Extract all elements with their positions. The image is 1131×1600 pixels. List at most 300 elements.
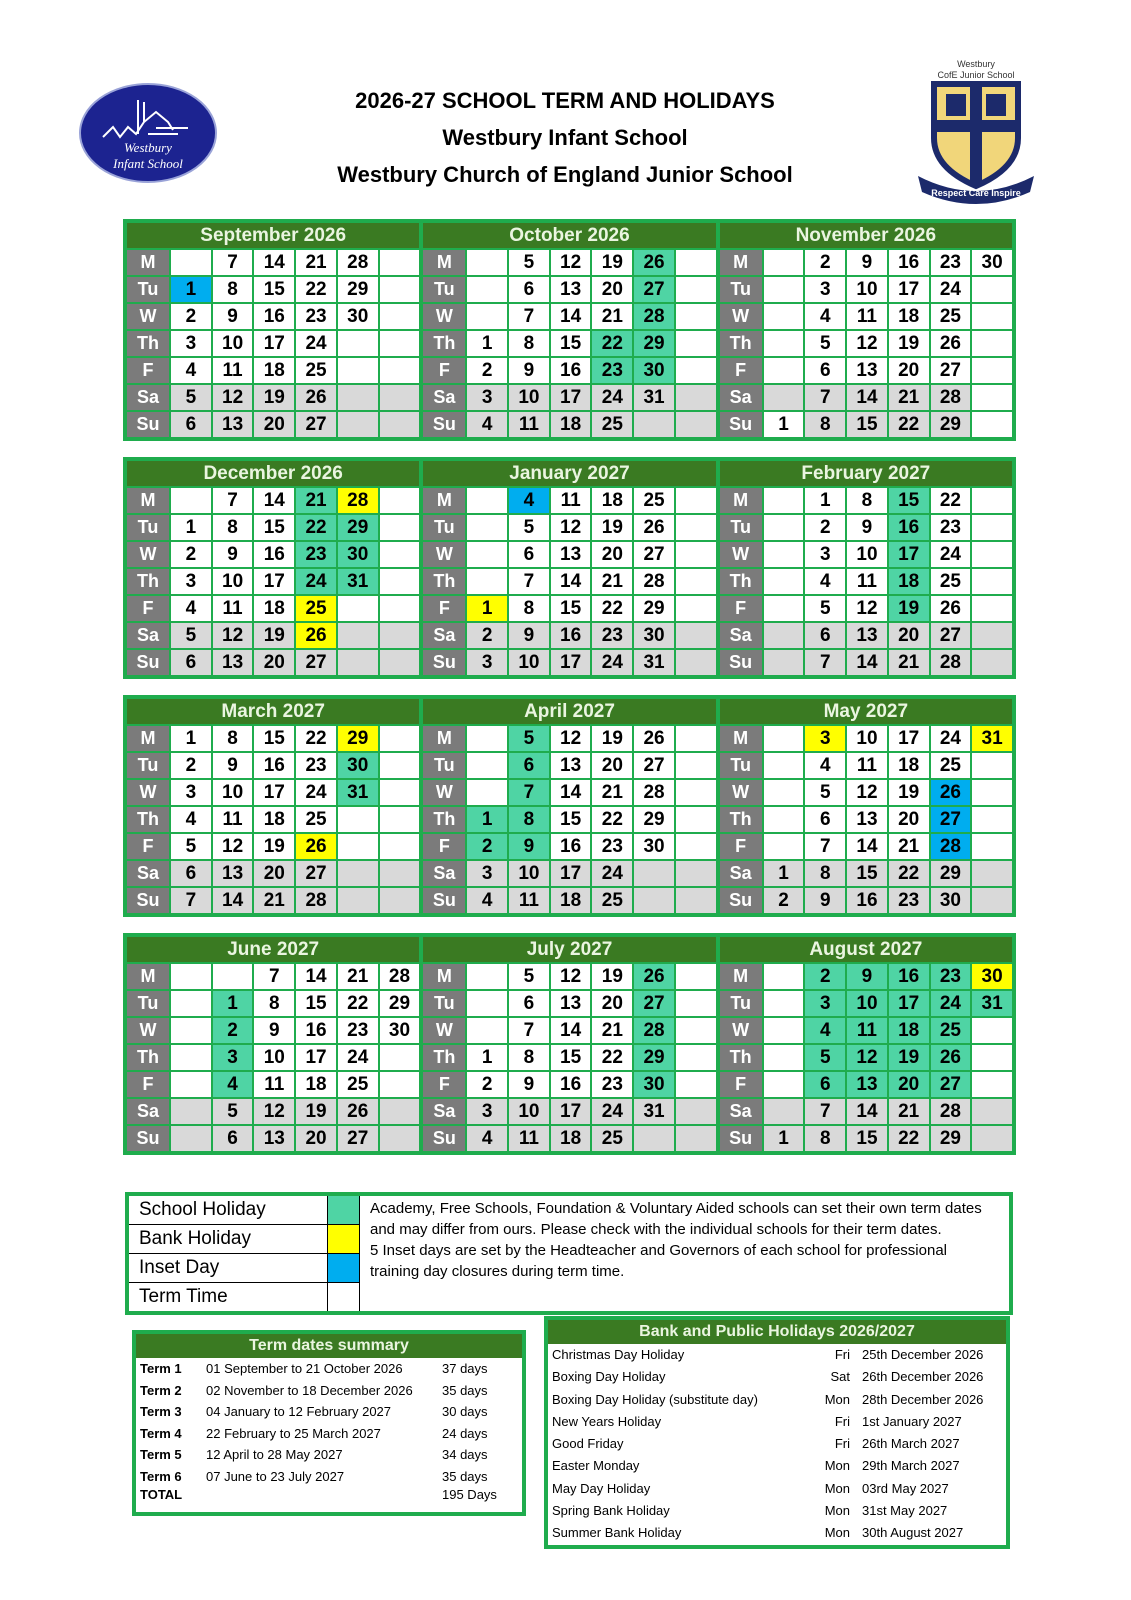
date-cell: 2 — [467, 1072, 507, 1097]
month-title: May 2027 — [720, 699, 1012, 724]
term-dates: 22 February to 25 March 2027 — [206, 1425, 381, 1441]
day-label: Su — [720, 412, 762, 437]
day-label: Th — [423, 1045, 465, 1070]
term-name: Term 5 — [140, 1447, 182, 1462]
date-cell: 1 — [467, 807, 507, 832]
date-cell: 15 — [254, 515, 294, 540]
bank-holiday-row — [548, 1433, 1006, 1455]
term-dates: 12 April to 28 May 2027 — [206, 1447, 343, 1462]
day-label: Su — [720, 1126, 762, 1151]
date-cell — [972, 650, 1012, 675]
date-cell: 22 — [592, 1045, 632, 1070]
date-cell: 21 — [889, 1099, 929, 1124]
date-cell: 16 — [254, 542, 294, 567]
term-name: Term 4 — [140, 1425, 182, 1441]
date-cell: 12 — [551, 250, 591, 275]
date-cell: 23 — [296, 542, 336, 567]
date-cell — [764, 834, 804, 859]
term-dates — [206, 1487, 442, 1503]
date-cell: 13 — [847, 807, 887, 832]
calendar-row-4 — [123, 933, 1016, 1155]
day-label: M — [720, 964, 762, 989]
date-cell: 24 — [931, 277, 971, 302]
date-cell: 28 — [931, 650, 971, 675]
date-cell: 19 — [889, 331, 929, 356]
date-cell — [467, 726, 507, 751]
date-cell: 6 — [171, 412, 211, 437]
day-label: Su — [127, 650, 169, 675]
date-cell: 26 — [931, 331, 971, 356]
day-label: F — [423, 1072, 465, 1097]
date-cell: 6 — [805, 623, 845, 648]
date-cell: 21 — [338, 964, 378, 989]
date-cell: 12 — [847, 1045, 887, 1070]
date-cell: 29 — [338, 726, 378, 751]
date-cell: 16 — [551, 834, 591, 859]
date-cell: 25 — [296, 596, 336, 621]
note-academy: Academy, Free Schools, Foundation & Voluntary Aided schools can set their own term dates and may differ from ours. Please check with the individual schools for their term dates. — [370, 1200, 982, 1238]
day-label: Su — [423, 650, 465, 675]
date-cell: 18 — [551, 412, 591, 437]
day-label: Th — [720, 569, 762, 594]
term-dates-summary — [132, 1330, 526, 1516]
date-cell: 27 — [931, 807, 971, 832]
date-cell — [972, 1018, 1012, 1043]
date-cell: 17 — [254, 331, 294, 356]
date-cell: 3 — [171, 780, 211, 805]
date-cell: 20 — [889, 1072, 929, 1097]
date-cell — [380, 807, 420, 832]
date-cell: 29 — [634, 331, 674, 356]
date-cell: 20 — [592, 991, 632, 1016]
day-label: Th — [720, 1045, 762, 1070]
date-cell — [676, 277, 716, 302]
date-cell — [676, 964, 716, 989]
date-cell: 30 — [634, 834, 674, 859]
bank-day: Mon — [824, 1391, 850, 1407]
date-cell — [764, 1099, 804, 1124]
date-cell: 26 — [296, 623, 336, 648]
date-cell: 15 — [254, 277, 294, 302]
date-cell: 20 — [296, 1126, 336, 1151]
date-cell: 29 — [931, 1126, 971, 1151]
date-cell: 6 — [509, 542, 549, 567]
bank-date: 29th March 2027 — [862, 1458, 960, 1474]
date-cell: 5 — [171, 623, 211, 648]
date-cell: 30 — [380, 1018, 420, 1043]
page-title: 2026-27 SCHOOL TERM AND HOLIDAYS — [355, 88, 775, 113]
date-cell: 24 — [296, 780, 336, 805]
day-label: Tu — [127, 991, 169, 1016]
date-cell: 13 — [213, 650, 253, 675]
date-cell — [380, 331, 420, 356]
date-cell: 12 — [213, 385, 253, 410]
date-cell: 25 — [296, 807, 336, 832]
date-cell: 10 — [847, 277, 887, 302]
date-cell — [676, 488, 716, 513]
date-cell: 5 — [805, 1045, 845, 1070]
date-cell: 12 — [847, 331, 887, 356]
date-cell: 29 — [338, 277, 378, 302]
date-cell: 24 — [296, 331, 336, 356]
month-grid — [720, 250, 1012, 437]
date-cell: 16 — [254, 304, 294, 329]
date-cell — [338, 331, 378, 356]
date-cell: 7 — [509, 304, 549, 329]
date-cell: 23 — [592, 1072, 632, 1097]
date-cell — [171, 1126, 211, 1151]
date-cell — [764, 623, 804, 648]
date-cell: 23 — [931, 250, 971, 275]
day-label: W — [720, 780, 762, 805]
day-label: Th — [423, 569, 465, 594]
westbury-infant-school-logo — [78, 82, 218, 184]
term-name: Term 1 — [140, 1361, 182, 1376]
left-logo-line2: Infant School — [113, 156, 183, 171]
date-cell: 7 — [254, 964, 294, 989]
date-cell — [171, 1045, 211, 1070]
crest-motto: Respect Care Inspire — [931, 188, 1021, 198]
date-cell: 21 — [296, 250, 336, 275]
date-cell — [380, 1099, 420, 1124]
date-cell — [676, 623, 716, 648]
date-cell: 23 — [592, 358, 632, 383]
date-cell: 19 — [254, 385, 294, 410]
month-grid — [127, 488, 419, 675]
date-cell: 27 — [634, 991, 674, 1016]
date-cell: 10 — [509, 650, 549, 675]
date-cell: 5 — [213, 1099, 253, 1124]
date-cell: 28 — [634, 1018, 674, 1043]
date-cell — [972, 623, 1012, 648]
date-cell: 3 — [467, 861, 507, 886]
date-cell: 7 — [213, 250, 253, 275]
date-cell: 24 — [592, 1099, 632, 1124]
date-cell — [380, 1045, 420, 1070]
date-cell: 21 — [254, 888, 294, 913]
month-title: July 2027 — [423, 937, 715, 962]
day-label: Th — [423, 331, 465, 356]
date-cell: 26 — [634, 726, 674, 751]
date-cell: 22 — [931, 488, 971, 513]
month-calendar — [423, 223, 715, 437]
date-cell: 6 — [805, 1072, 845, 1097]
date-cell: 2 — [171, 542, 211, 567]
date-cell: 8 — [213, 277, 253, 302]
date-cell: 4 — [467, 888, 507, 913]
date-cell: 19 — [592, 250, 632, 275]
bank-name: May Day Holiday — [552, 1480, 651, 1496]
bank-name: Boxing Day Holiday (substitute day) — [552, 1391, 758, 1407]
date-cell: 10 — [254, 1045, 294, 1070]
date-cell: 27 — [931, 623, 971, 648]
date-cell — [764, 807, 804, 832]
date-cell: 31 — [972, 726, 1012, 751]
date-cell: 30 — [634, 358, 674, 383]
term-dates: 07 June to 23 July 2027 — [206, 1468, 345, 1484]
day-label: Tu — [423, 753, 465, 778]
date-cell: 18 — [592, 488, 632, 513]
date-cell: 15 — [889, 488, 929, 513]
date-cell: 14 — [254, 488, 294, 513]
month-title: November 2026 — [720, 223, 1012, 248]
date-cell: 11 — [847, 753, 887, 778]
day-label: M — [423, 726, 465, 751]
date-cell: 9 — [254, 1018, 294, 1043]
month-title: June 2027 — [127, 937, 419, 962]
date-cell: 14 — [254, 250, 294, 275]
date-cell — [380, 358, 420, 383]
date-cell: 16 — [551, 623, 591, 648]
date-cell: 9 — [213, 542, 253, 567]
date-cell: 11 — [509, 888, 549, 913]
date-cell: 17 — [296, 1045, 336, 1070]
date-cell — [972, 1045, 1012, 1070]
month-calendar — [720, 223, 1012, 437]
date-cell: 4 — [509, 488, 549, 513]
date-cell: 21 — [592, 569, 632, 594]
bank-holiday-row — [548, 1500, 1006, 1522]
date-cell — [676, 726, 716, 751]
date-cell — [972, 385, 1012, 410]
day-label: Sa — [423, 1099, 465, 1124]
date-cell: 14 — [847, 385, 887, 410]
date-cell — [972, 304, 1012, 329]
date-cell: 12 — [551, 726, 591, 751]
month-grid — [423, 964, 715, 1151]
date-cell: 2 — [467, 358, 507, 383]
date-cell — [972, 753, 1012, 778]
date-cell: 29 — [338, 515, 378, 540]
date-cell — [676, 250, 716, 275]
date-cell — [764, 385, 804, 410]
date-cell — [380, 277, 420, 302]
date-cell: 6 — [805, 807, 845, 832]
date-cell: 15 — [847, 412, 887, 437]
bank-holiday-row — [548, 1478, 1006, 1500]
term-row — [136, 1423, 522, 1445]
date-cell — [764, 250, 804, 275]
term-name: Term 3 — [140, 1404, 182, 1419]
date-cell: 29 — [634, 1045, 674, 1070]
date-cell: 9 — [509, 358, 549, 383]
date-cell: 2 — [171, 304, 211, 329]
day-label: Tu — [720, 753, 762, 778]
term-row — [136, 1401, 522, 1423]
date-cell: 18 — [889, 304, 929, 329]
bank-holiday-row — [548, 1344, 1006, 1366]
date-cell — [764, 488, 804, 513]
date-cell: 27 — [338, 1126, 378, 1151]
date-cell: 11 — [847, 569, 887, 594]
date-cell — [380, 888, 420, 913]
month-calendar — [423, 699, 715, 913]
date-cell — [676, 650, 716, 675]
date-cell: 6 — [509, 991, 549, 1016]
date-cell: 5 — [509, 964, 549, 989]
day-label: Su — [720, 650, 762, 675]
date-cell — [764, 1018, 804, 1043]
date-cell: 22 — [338, 991, 378, 1016]
date-cell: 24 — [931, 726, 971, 751]
month-title: March 2027 — [127, 699, 419, 724]
date-cell: 16 — [889, 964, 929, 989]
date-cell: 25 — [931, 569, 971, 594]
date-cell — [380, 542, 420, 567]
date-cell: 14 — [296, 964, 336, 989]
date-cell: 1 — [213, 991, 253, 1016]
date-cell: 22 — [296, 277, 336, 302]
date-cell: 4 — [467, 412, 507, 437]
bank-date: 26th March 2027 — [862, 1436, 960, 1452]
date-cell: 6 — [509, 277, 549, 302]
date-cell: 2 — [467, 623, 507, 648]
date-cell: 24 — [592, 861, 632, 886]
day-label: Th — [127, 569, 169, 594]
date-cell: 6 — [171, 861, 211, 886]
date-cell — [972, 807, 1012, 832]
day-label: Tu — [423, 515, 465, 540]
day-label: W — [720, 542, 762, 567]
date-cell — [467, 753, 507, 778]
term-row — [136, 1444, 522, 1466]
date-cell: 31 — [634, 650, 674, 675]
date-cell: 25 — [592, 1126, 632, 1151]
date-cell — [972, 488, 1012, 513]
date-cell: 23 — [931, 964, 971, 989]
bank-name: Good Friday — [552, 1436, 624, 1452]
day-label: Sa — [423, 623, 465, 648]
date-cell — [764, 569, 804, 594]
date-cell — [338, 807, 378, 832]
day-label: Th — [720, 807, 762, 832]
date-cell: 16 — [254, 753, 294, 778]
month-grid — [423, 488, 715, 675]
date-cell: 2 — [805, 964, 845, 989]
date-cell: 12 — [847, 780, 887, 805]
term-days: 35 days — [442, 1382, 488, 1398]
date-cell: 23 — [296, 753, 336, 778]
date-cell: 7 — [805, 834, 845, 859]
date-cell — [676, 412, 716, 437]
date-cell: 16 — [889, 250, 929, 275]
legend-swatch-school-holiday — [328, 1196, 359, 1224]
term-dates: 04 January to 12 February 2027 — [206, 1404, 392, 1419]
date-cell: 22 — [296, 726, 336, 751]
date-cell: 14 — [551, 1018, 591, 1043]
bank-date: 03rd May 2027 — [862, 1480, 949, 1496]
date-cell — [764, 596, 804, 621]
day-label: F — [423, 358, 465, 383]
date-cell — [171, 1018, 211, 1043]
date-cell — [380, 488, 420, 513]
date-cell — [764, 991, 804, 1016]
day-label: Tu — [127, 277, 169, 302]
date-cell: 8 — [805, 412, 845, 437]
date-cell: 17 — [889, 726, 929, 751]
date-cell: 9 — [847, 515, 887, 540]
legend-keys — [129, 1196, 360, 1311]
date-cell — [338, 861, 378, 886]
date-cell: 3 — [805, 726, 845, 751]
date-cell: 26 — [338, 1099, 378, 1124]
date-cell: 16 — [296, 1018, 336, 1043]
day-label: F — [720, 1072, 762, 1097]
date-cell: 5 — [805, 780, 845, 805]
bank-day: Mon — [824, 1525, 850, 1541]
legend-swatch-inset-day — [328, 1254, 359, 1282]
legend-item-school-holiday — [129, 1196, 359, 1225]
term-name: Term 6 — [140, 1468, 182, 1484]
day-label: M — [127, 726, 169, 751]
date-cell: 4 — [213, 1072, 253, 1097]
date-cell: 1 — [805, 488, 845, 513]
date-cell: 28 — [931, 1099, 971, 1124]
date-cell: 23 — [889, 888, 929, 913]
date-cell: 20 — [592, 753, 632, 778]
date-cell: 8 — [509, 807, 549, 832]
date-cell: 8 — [509, 1045, 549, 1070]
day-label: Sa — [423, 861, 465, 886]
date-cell — [171, 250, 211, 275]
date-cell: 13 — [254, 1126, 294, 1151]
date-cell — [676, 569, 716, 594]
date-cell — [338, 834, 378, 859]
date-cell — [380, 250, 420, 275]
date-cell — [338, 358, 378, 383]
date-cell: 21 — [296, 488, 336, 513]
date-cell — [380, 515, 420, 540]
day-label: Th — [127, 807, 169, 832]
date-cell: 2 — [764, 888, 804, 913]
date-cell: 13 — [551, 277, 591, 302]
day-label: Sa — [127, 1099, 169, 1124]
date-cell: 6 — [509, 753, 549, 778]
date-cell: 7 — [509, 1018, 549, 1043]
date-cell — [764, 726, 804, 751]
date-cell: 19 — [889, 596, 929, 621]
date-cell: 15 — [296, 991, 336, 1016]
term-days: 34 days — [442, 1447, 488, 1462]
date-cell: 17 — [254, 569, 294, 594]
date-cell: 20 — [254, 412, 294, 437]
day-label: Sa — [720, 385, 762, 410]
term-days: 195 Days — [442, 1487, 497, 1502]
date-cell — [634, 412, 674, 437]
date-cell — [380, 780, 420, 805]
date-cell: 30 — [931, 888, 971, 913]
date-cell — [171, 964, 211, 989]
date-cell — [764, 304, 804, 329]
date-cell — [467, 542, 507, 567]
date-cell — [380, 753, 420, 778]
day-label: Su — [423, 1126, 465, 1151]
date-cell: 24 — [931, 991, 971, 1016]
date-cell — [467, 780, 507, 805]
date-cell — [676, 1045, 716, 1070]
day-label: Tu — [720, 277, 762, 302]
bank-holidays-title: Bank and Public Holidays 2026/2027 — [548, 1320, 1006, 1344]
bank-day: Mon — [824, 1458, 850, 1474]
date-cell: 9 — [509, 1072, 549, 1097]
bank-holiday-row — [548, 1455, 1006, 1477]
date-cell: 15 — [551, 1045, 591, 1070]
date-cell: 20 — [254, 861, 294, 886]
date-cell: 27 — [296, 650, 336, 675]
date-cell: 8 — [805, 1126, 845, 1151]
day-label: M — [720, 488, 762, 513]
date-cell: 12 — [847, 596, 887, 621]
